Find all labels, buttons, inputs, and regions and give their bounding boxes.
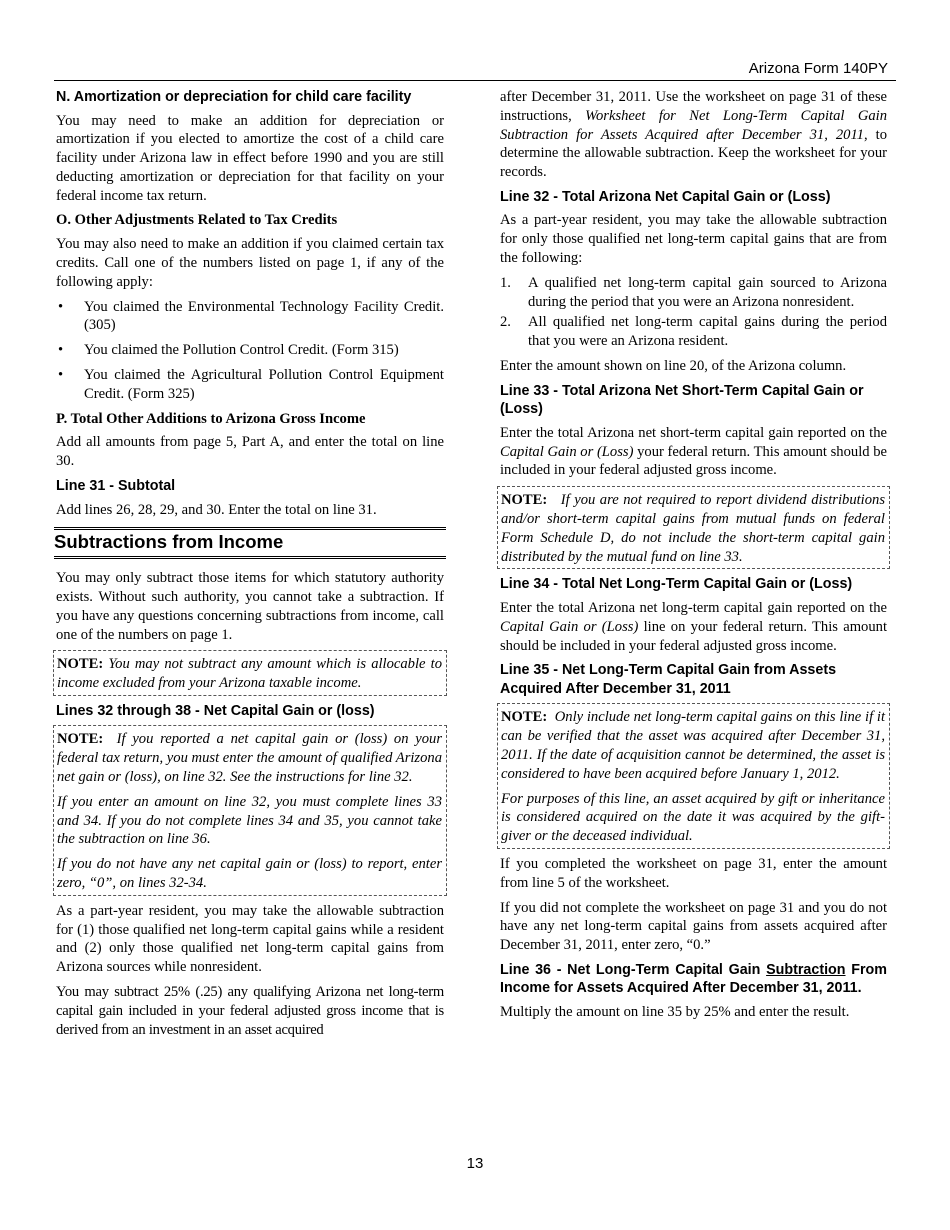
line32-text: As a part-year resident, you may take the allowable subtraction for only those qualified net long-term capital gains that are from the following:: [500, 212, 887, 267]
page-header: [54, 58, 896, 81]
line35-heading: Line 35 - Net Long-Term Capital Gain from Assets Acquired After December 31, 2011: [500, 662, 837, 697]
line34-heading: Line 34 - Total Net Long-Term Capital Gain or (Loss): [500, 576, 853, 593]
section-p-heading: P. Total Other Additions to Arizona Gross Income: [56, 410, 366, 427]
section-n-heading: N. Amortization or depreciation for child care facility: [56, 89, 412, 105]
form-title: Arizona Form 140PY: [748, 60, 888, 77]
line36-text: Multiply the amount on line 35 by 25% and enter the result.: [500, 1003, 850, 1020]
right-column: [500, 88, 887, 1028]
left-column: [56, 88, 444, 1045]
subtractions-intro: You may only subtract those items for which statutory authority exists. Without such authority, you cannot take a subtraction. If you have any questions concerning subtractions from income, call one of the numbers on page 1.: [56, 570, 444, 643]
line33-heading: Line 33 - Total Arizona Net Short-Term Capital Gain or (Loss): [500, 382, 864, 418]
line35-text-2: If you did not complete the worksheet on page 31 and you do not have any net long-term capital gains from assets acquired after December 31, 2011, enter zero, “0.”: [500, 899, 887, 954]
note-box-2: [53, 725, 447, 895]
note-text: If you are not required to report dividend distributions and/or short-term capital gains from mutual funds on federal Form Schedule D, do not include the short-term capital gain distributed by the mutual fund on line 33.: [501, 492, 885, 565]
note-label: NOTE:: [501, 492, 548, 509]
list-item: 2. All qualified net long-term capital gains during the period that you were an Arizona resident.: [500, 314, 887, 350]
line32-list: [500, 274, 887, 351]
line35-text-1: If you completed the worksheet on page 31, enter the amount from line 5 of the worksheet.: [500, 855, 887, 891]
part-year-text: As a part-year resident, you may take the allowable subtraction for (1) those qualified net long-term capital gains while a resident and (2) only those qualified net long-term capital gains from Arizona sources while nonresident.: [56, 902, 444, 976]
list-item: • You claimed the Agricultural Pollution Control Equipment Credit. (Form 325): [56, 366, 444, 404]
list-item: • You claimed the Pollution Control Credit. (Form 315): [56, 341, 444, 360]
line31-heading: Line 31 - Subtotal: [56, 478, 176, 495]
section-o-heading: O. Other Adjustments Related to Tax Credits: [56, 212, 338, 229]
note-text: If you reported a net capital gain or (loss) on your federal tax return, you must enter the amount of qualified Arizona net gain or (loss), on line 32. See the instructions for line 32.: [57, 731, 442, 786]
percent-subtraction-text: You may subtract 25% (.25) any qualifying Arizona net long-term capital gain included in your federal adjusted gross income that is derived from an investment in an asset acquired: [56, 983, 444, 1038]
line31-text: Add lines 26, 28, 29, and 30. Enter the total on line 31.: [56, 501, 377, 518]
note-label: NOTE:: [501, 709, 548, 726]
note-text: You may not subtract any amount which is allocable to income excluded from your Arizona taxable income.: [57, 656, 442, 692]
note-box-1: [53, 650, 447, 696]
note-text: If you do not have any net capital gain or (loss) to report, enter zero, “0”, on lines 32-34.: [57, 856, 442, 891]
note-label: NOTE:: [57, 731, 104, 748]
section-p-text: Add all amounts from page 5, Part A, and enter the total on line 30.: [56, 434, 444, 470]
list-item: 1. A qualified net long-term capital gain sourced to Arizona during the period that you were an Arizona nonresident.: [500, 274, 887, 310]
note-box-3: [497, 486, 890, 569]
section-n-text: You may need to make an addition for depreciation or amortization if you elected to amortize the cost of a child care facility under Arizona law in effect before 1990 and you are still deducting amortization or depreciation for that facility on your federal income tax return.: [56, 112, 444, 204]
note-text: If you enter an amount on line 32, you must complete lines 33 and 34. If you do not complete lines 34 and 35, you cannot take the subtraction on line 36.: [57, 793, 442, 848]
note-text: Only include net long-term capital gains on this line if it can be verified that the asset was acquired after December 31, 2011. If the date of acquisition cannot be determined, the asset is considered to have been acquired before January 1, 2012.: [501, 709, 885, 782]
list-item: • You claimed the Environmental Technology Facility Credit. (305): [56, 298, 444, 336]
lines32-38-heading: Lines 32 through 38 - Net Capital Gain or (loss): [56, 702, 375, 719]
section-o-text: You may also need to make an addition if you claimed certain tax credits. Call one of the numbers listed on page 1, if any of the following apply:: [56, 236, 444, 290]
line32-heading: Line 32 - Total Arizona Net Capital Gain or (Loss): [500, 188, 831, 205]
section-o-bullets: [56, 298, 444, 404]
page-number: 13: [466, 1155, 484, 1172]
continued-text: after December 31, 2011. Use the worksheet on page 31 of these instructions, Worksheet for Net Long-Term Capital Gain Subtraction for Assets Acquired after December 31, 2011, to determine the allowable subtraction. Keep the worksheet for your records.: [500, 89, 888, 181]
note-text: For purposes of this line, an asset acquired by gift or inheritance is considered acquired on the date it was acquired by the gift-giver or the deceased individual.: [501, 790, 885, 845]
line34-text: Enter the total Arizona net long-term capital gain reported on the Capital Gain or (Loss) line on your federal return. This amount should be included in your federal adjusted gross income.: [500, 599, 888, 654]
subtractions-section-title: Subtractions from Income: [54, 527, 446, 559]
line36-heading: Line 36 - Net Long-Term Capital Gain Subtraction From Income for Assets Acquired After December 31, 2011.: [500, 961, 887, 997]
line32-enter-text: Enter the amount shown on line 20, of the Arizona column.: [500, 358, 847, 375]
note-label: NOTE:: [57, 656, 104, 673]
note-box-4: [497, 703, 890, 849]
line33-text: Enter the total Arizona net short-term capital gain reported on the Capital Gain or (Loss) your federal return. This amount should be included in your federal adjusted gross income.: [500, 424, 887, 479]
